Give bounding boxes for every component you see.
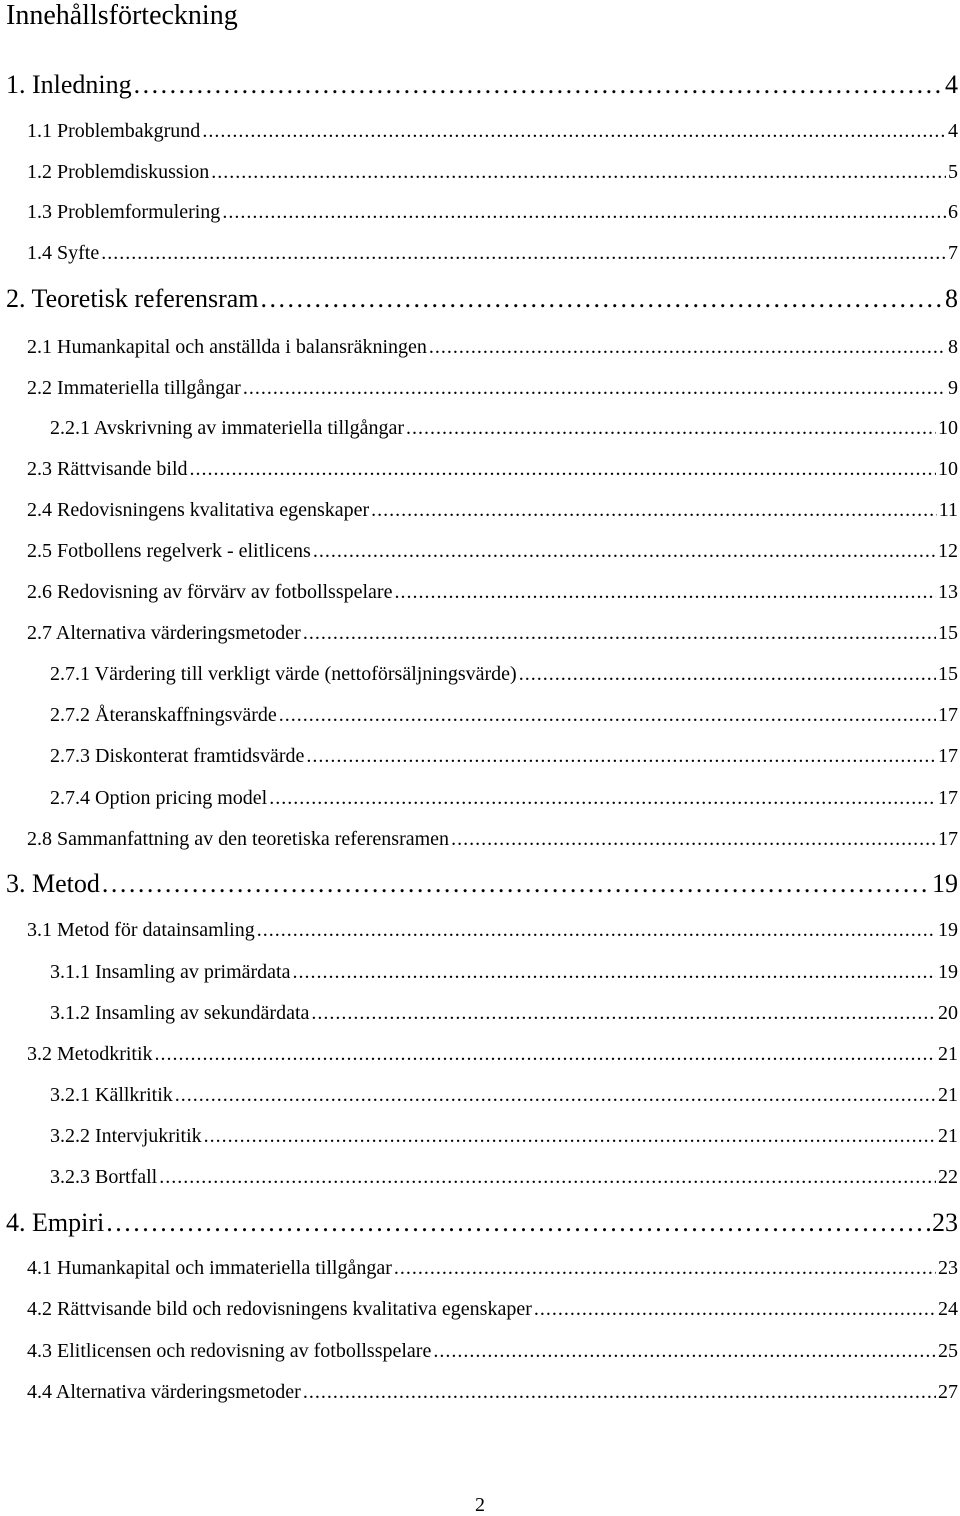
toc-entry-label: 1.2 Problemdiskussion [27,161,210,183]
toc-entry-page: 4 [945,70,958,99]
toc-entry-page: 23 [932,1208,958,1237]
toc-entry-label: 3.2 Metodkritik [27,1043,153,1065]
toc-entry-label: 3. Metod [6,869,100,898]
toc-entry-label: 3.1.2 Insamling av sekundärdata [50,1002,310,1024]
toc-entry[interactable] [6,1208,958,1238]
toc-entry-label: 4.3 Elitlicensen och redovisning av fotbollsspelare [27,1340,432,1362]
dot-leader [190,457,936,481]
dot-leader [159,1165,936,1189]
dot-leader [279,703,936,727]
toc-entry[interactable] [6,869,958,899]
toc-entry[interactable] [27,160,958,184]
toc-entry-label: 4. Empiri [6,1208,105,1237]
toc-entry-page: 24 [938,1298,958,1320]
toc-entry-label: 4.2 Rättvisande bild och redovisningens kvalitativa egenskaper [27,1298,532,1320]
toc-entry[interactable] [6,284,958,314]
toc-entry-page: 10 [938,417,958,439]
dot-leader [261,284,943,314]
dot-leader [429,335,946,359]
dot-leader [394,1256,936,1280]
dot-leader [534,1297,936,1321]
toc-entry[interactable] [27,918,958,942]
toc-entry[interactable] [27,119,958,143]
toc-entry-page: 17 [938,745,958,767]
toc-entry-label: 2.8 Sammanfattning av den teoretiska referensramen [27,828,450,850]
page-title: Innehållsförteckning [6,0,238,31]
toc-entry-page: 8 [948,336,958,358]
toc-entry-page: 13 [938,581,958,603]
toc-entry-label: 3.2.2 Intervjukritik [50,1125,202,1147]
toc-entry-page: 19 [932,869,958,898]
toc-entry-page: 19 [938,961,958,983]
toc-entry-page: 27 [938,1381,958,1403]
toc-entry[interactable] [27,241,958,265]
dot-leader [202,119,946,143]
toc-entry-page: 6 [948,201,958,223]
toc-entry[interactable] [50,960,958,984]
toc-entry-page: 7 [948,242,958,264]
toc-entry[interactable] [27,621,958,645]
toc-entry[interactable] [50,1124,958,1148]
toc-entry[interactable] [50,1083,958,1107]
toc-entry-label: 2.3 Rättvisande bild [27,458,188,480]
toc-entry[interactable] [50,416,958,440]
dot-leader [269,786,936,810]
toc-entry-page: 9 [948,377,958,399]
toc-entry-page: 8 [945,284,958,313]
toc-entry-label: 2.7.1 Värdering till verkligt värde (nettoförsäljningsvärde) [50,663,517,685]
dot-leader [106,1208,930,1238]
toc-entry-page: 21 [938,1084,958,1106]
toc-entry-page: 4 [948,120,958,142]
toc-entry-label: 1.1 Problembakgrund [27,120,201,142]
dot-leader [222,200,946,224]
dot-leader [243,376,946,400]
toc-entry-label: 3.1 Metod för datainsamling [27,919,255,941]
toc-entry[interactable] [50,703,958,727]
toc-entry[interactable] [27,498,958,522]
toc-entry[interactable] [27,1042,958,1066]
toc-entry-page: 21 [938,1043,958,1065]
toc-entry-page: 17 [938,828,958,850]
toc-entry-label: 1. Inledning [6,70,132,99]
dot-leader [394,580,936,604]
toc-entry[interactable] [50,1001,958,1025]
toc-entry[interactable] [50,1165,958,1189]
toc-entry-label: 2.4 Redovisningens kvalitativa egenskaper [27,499,370,521]
toc-entry[interactable] [50,786,958,810]
toc-entry-label: 2.5 Fotbollens regelverk - elitlicens [27,540,311,562]
toc-entry-page: 15 [938,663,958,685]
dot-leader [303,1380,936,1404]
toc-entry-page: 25 [938,1340,958,1362]
toc-entry[interactable] [27,580,958,604]
dot-leader [311,1001,936,1025]
toc-entry-label: 2.1 Humankapital och anställda i balansräkningen [27,336,427,358]
toc-entry[interactable] [27,1380,958,1404]
toc-entry-page: 15 [938,622,958,644]
toc-entry-page: 22 [938,1166,958,1188]
dot-leader [303,621,936,645]
dot-leader [211,160,946,184]
toc-entry[interactable] [27,1297,958,1321]
toc-entry-label: 4.1 Humankapital och immateriella tillgångar [27,1257,392,1279]
toc-entry[interactable] [50,662,958,686]
toc-entry-page: 23 [938,1257,958,1279]
toc-entry-page: 12 [938,540,958,562]
toc-entry-page: 17 [938,704,958,726]
dot-leader [519,662,936,686]
toc-entry-page: 21 [938,1125,958,1147]
toc-entry-label: 2.7 Alternativa värderingsmetoder [27,622,301,644]
toc-entry-label: 2.7.3 Diskonterat framtidsvärde [50,745,305,767]
dot-leader [102,869,930,899]
dot-leader [293,960,937,984]
toc-entry-label: 2.7.4 Option pricing model [50,787,268,809]
toc-entry-label: 4.4 Alternativa värderingsmetoder [27,1381,301,1403]
toc-entry-page: 19 [938,919,958,941]
toc-entry-label: 1.4 Syfte [27,242,100,264]
page-number: 2 [475,1494,485,1516]
toc-entry[interactable] [27,1256,958,1280]
toc-entry[interactable] [27,1339,958,1363]
toc-entry-label: 2.6 Redovisning av förvärv av fotbollsspelare [27,581,393,603]
toc-entry-label: 3.2.1 Källkritik [50,1084,173,1106]
toc-entry-page: 11 [938,499,958,521]
toc-entry[interactable] [27,457,958,481]
dot-leader [204,1124,936,1148]
dot-leader [313,539,936,563]
toc-entry-page: 10 [938,458,958,480]
toc-entry-page: 5 [948,161,958,183]
toc-entry-label: 1.3 Problemformulering [27,201,221,223]
dot-leader [306,744,936,768]
toc-entry[interactable] [27,335,958,359]
toc-entry-label: 2.2.1 Avskrivning av immateriella tillgångar [50,417,404,439]
dot-leader [406,416,936,440]
toc-entry-page: 20 [938,1002,958,1024]
toc-entry[interactable] [27,539,958,563]
toc-entry[interactable] [27,376,958,400]
toc-entry-label: 3.2.3 Bortfall [50,1166,158,1188]
toc-entry[interactable] [50,744,958,768]
toc-entry-label: 3.1.1 Insamling av primärdata [50,961,291,983]
toc-entry-label: 2. Teoretisk referensram [6,284,259,313]
dot-leader [101,241,946,265]
dot-leader [433,1339,936,1363]
dot-leader [155,1042,936,1066]
dot-leader [451,827,936,851]
toc-entry-label: 2.2 Immateriella tillgångar [27,377,241,399]
toc-entry[interactable] [6,70,958,100]
dot-leader [175,1083,936,1107]
toc-entry-page: 17 [938,787,958,809]
dot-leader [371,498,937,522]
toc-entry-label: 2.7.2 Återanskaffningsvärde [50,704,277,726]
dot-leader [257,918,936,942]
toc-entry[interactable] [27,827,958,851]
dot-leader [134,70,943,100]
toc-entry[interactable] [27,200,958,224]
